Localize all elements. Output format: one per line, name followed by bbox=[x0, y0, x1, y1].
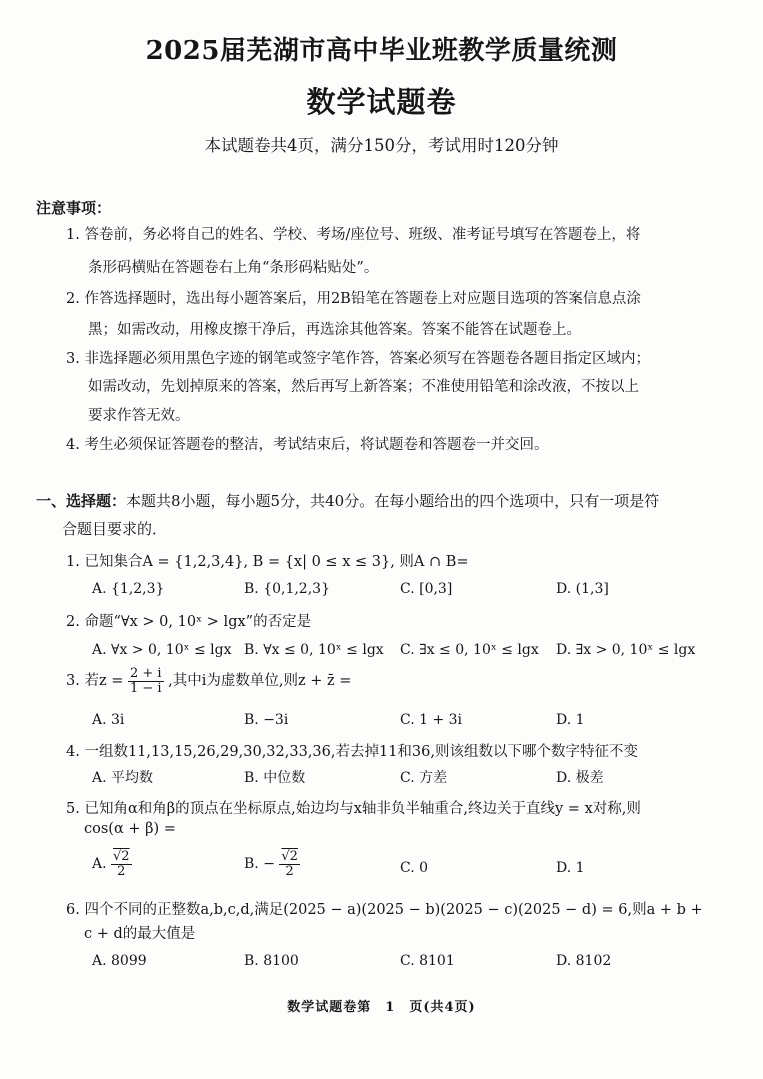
question-6-stem: 6. 四个不同的正整数a,b,c,d,满足(2025 − a)(2025 − b)(2025 − c)(2025 − d) = 6,则a + b + bbox=[66, 902, 703, 918]
q3-option-d: D. 1 bbox=[556, 712, 585, 728]
exam-info: 本试题卷共4页，满分150分，考试用时120分钟 bbox=[204, 136, 559, 155]
fraction-denominator: 1 − i bbox=[129, 680, 162, 696]
q3-stem-prefix: 3. 若z = bbox=[66, 673, 124, 690]
q3-option-c: C. 1 + 3i bbox=[400, 712, 463, 728]
fraction-numerator: √2 bbox=[281, 849, 298, 864]
q2-option-a: A. ∀x > 0, 10ˣ ≤ lgx bbox=[92, 642, 232, 658]
q3-stem-suffix: ,其中i为虚数单位,则z + z̄ = bbox=[168, 673, 352, 690]
notice-line: 条形码横贴在答题卷右上角“条形码粘贴处”。 bbox=[88, 260, 379, 276]
notice-heading: 注意事项： bbox=[36, 199, 112, 217]
section-intro bbox=[36, 490, 659, 511]
paper-name: 数学试题卷 bbox=[306, 85, 457, 119]
q3-option-b: B. −3i bbox=[244, 712, 289, 728]
q1-option-c: C. [0,3] bbox=[400, 581, 453, 597]
notice-line: 黑；如需改动，用橡皮擦干净后，再选涂其他答案。答案不能答在试题卷上。 bbox=[88, 322, 581, 338]
q5-option-d: D. 1 bbox=[556, 860, 585, 876]
exam-title: 2025届芜湖市高中毕业班教学质量统测 bbox=[145, 36, 618, 66]
q3-option-a: A. 3i bbox=[92, 712, 125, 728]
notice-line: 1. 答卷前，务必将自己的姓名、学校、考场/座位号、班级、准考证号填写在答题卷上，将 bbox=[66, 227, 641, 243]
question-1-stem: 1. 已知集合A = {1,2,3,4}, B = {x| 0 ≤ x ≤ 3}, 则A ∩ B= bbox=[66, 554, 469, 570]
fraction-denominator: 2 bbox=[285, 863, 294, 879]
q4-option-d: D. 极差 bbox=[556, 770, 604, 786]
q4-option-a: A. 平均数 bbox=[92, 770, 154, 786]
q5-option-b bbox=[244, 850, 300, 878]
q5-option-a bbox=[92, 850, 132, 878]
q5-option-c: C. 0 bbox=[400, 860, 429, 876]
fraction-numerator: √2 bbox=[113, 849, 130, 864]
option-letter: B. − bbox=[244, 856, 275, 873]
q2-option-d: D. ∃x > 0, 10ˣ ≤ lgx bbox=[556, 642, 696, 658]
section-intro-text: 本题共8小题，每小题5分，共40分。在每小题给出的四个选项中，只有一项是符 bbox=[126, 492, 660, 510]
notice-line: 如需改动，先划掉原来的答案，然后再写上新答案；不准使用铅笔和涂改液，不按以上 bbox=[88, 379, 639, 395]
q3-fraction bbox=[128, 667, 164, 695]
question-6-stem-cont: c + d的最大值是 bbox=[84, 926, 196, 942]
fraction-denominator: 2 bbox=[117, 863, 126, 879]
q6-option-a: A. 8099 bbox=[92, 953, 147, 969]
section-heading: 一、选择题： bbox=[36, 492, 127, 510]
notice-line: 4. 考生必须保证答题卷的整洁，考试结束后，将试题卷和答题卷一并交回。 bbox=[66, 437, 549, 453]
section-intro-cont: 合题目要求的． bbox=[62, 520, 168, 538]
q1-option-d: D. (1,3] bbox=[556, 581, 609, 597]
question-2-stem: 2. 命题“∀x > 0, 10ˣ > lgx”的否定是 bbox=[66, 614, 312, 630]
q5-a-fraction bbox=[111, 850, 132, 878]
notice-line: 3. 非选择题必须用黑色字迹的钢笔或签字笔作答，答案必须写在答题卷各题目指定区域内； bbox=[66, 351, 650, 367]
q5-b-fraction bbox=[279, 850, 300, 878]
q2-option-b: B. ∀x ≤ 0, 10ˣ ≤ lgx bbox=[244, 642, 384, 658]
q1-option-a: A. {1,2,3} bbox=[92, 581, 165, 597]
q6-option-d: D. 8102 bbox=[556, 953, 612, 969]
page-footer: 数学试题卷第 1 页(共4页) bbox=[287, 1000, 476, 1015]
q6-option-c: C. 8101 bbox=[400, 953, 455, 969]
q6-option-b: B. 8100 bbox=[244, 953, 299, 969]
question-3-stem bbox=[66, 667, 351, 695]
q1-option-b: B. {0,1,2,3} bbox=[244, 581, 330, 597]
q4-option-b: B. 中位数 bbox=[244, 770, 306, 786]
question-5-stem: 5. 已知角α和角β的顶点在坐标原点,始边均与x轴非负半轴重合,终边关于直线y = x对称,则 bbox=[66, 801, 641, 817]
fraction-numerator: 2 + i bbox=[129, 666, 162, 681]
notice-line: 要求作答无效。 bbox=[88, 408, 190, 424]
option-letter: A. bbox=[92, 856, 107, 873]
question-4-stem: 4. 一组数11,13,15,26,29,30,32,33,36,若去掉11和36,则该组数以下哪个数字特征不变 bbox=[66, 744, 638, 760]
question-5-stem-cont: cos(α + β) = bbox=[84, 821, 176, 837]
q2-option-c: C. ∃x ≤ 0, 10ˣ ≤ lgx bbox=[400, 642, 539, 658]
notice-line: 2. 作答选择题时，选出每小题答案后，用2B铅笔在答题卷上对应题目选项的答案信息点涂 bbox=[66, 291, 641, 307]
q4-option-c: C. 方差 bbox=[400, 770, 448, 786]
